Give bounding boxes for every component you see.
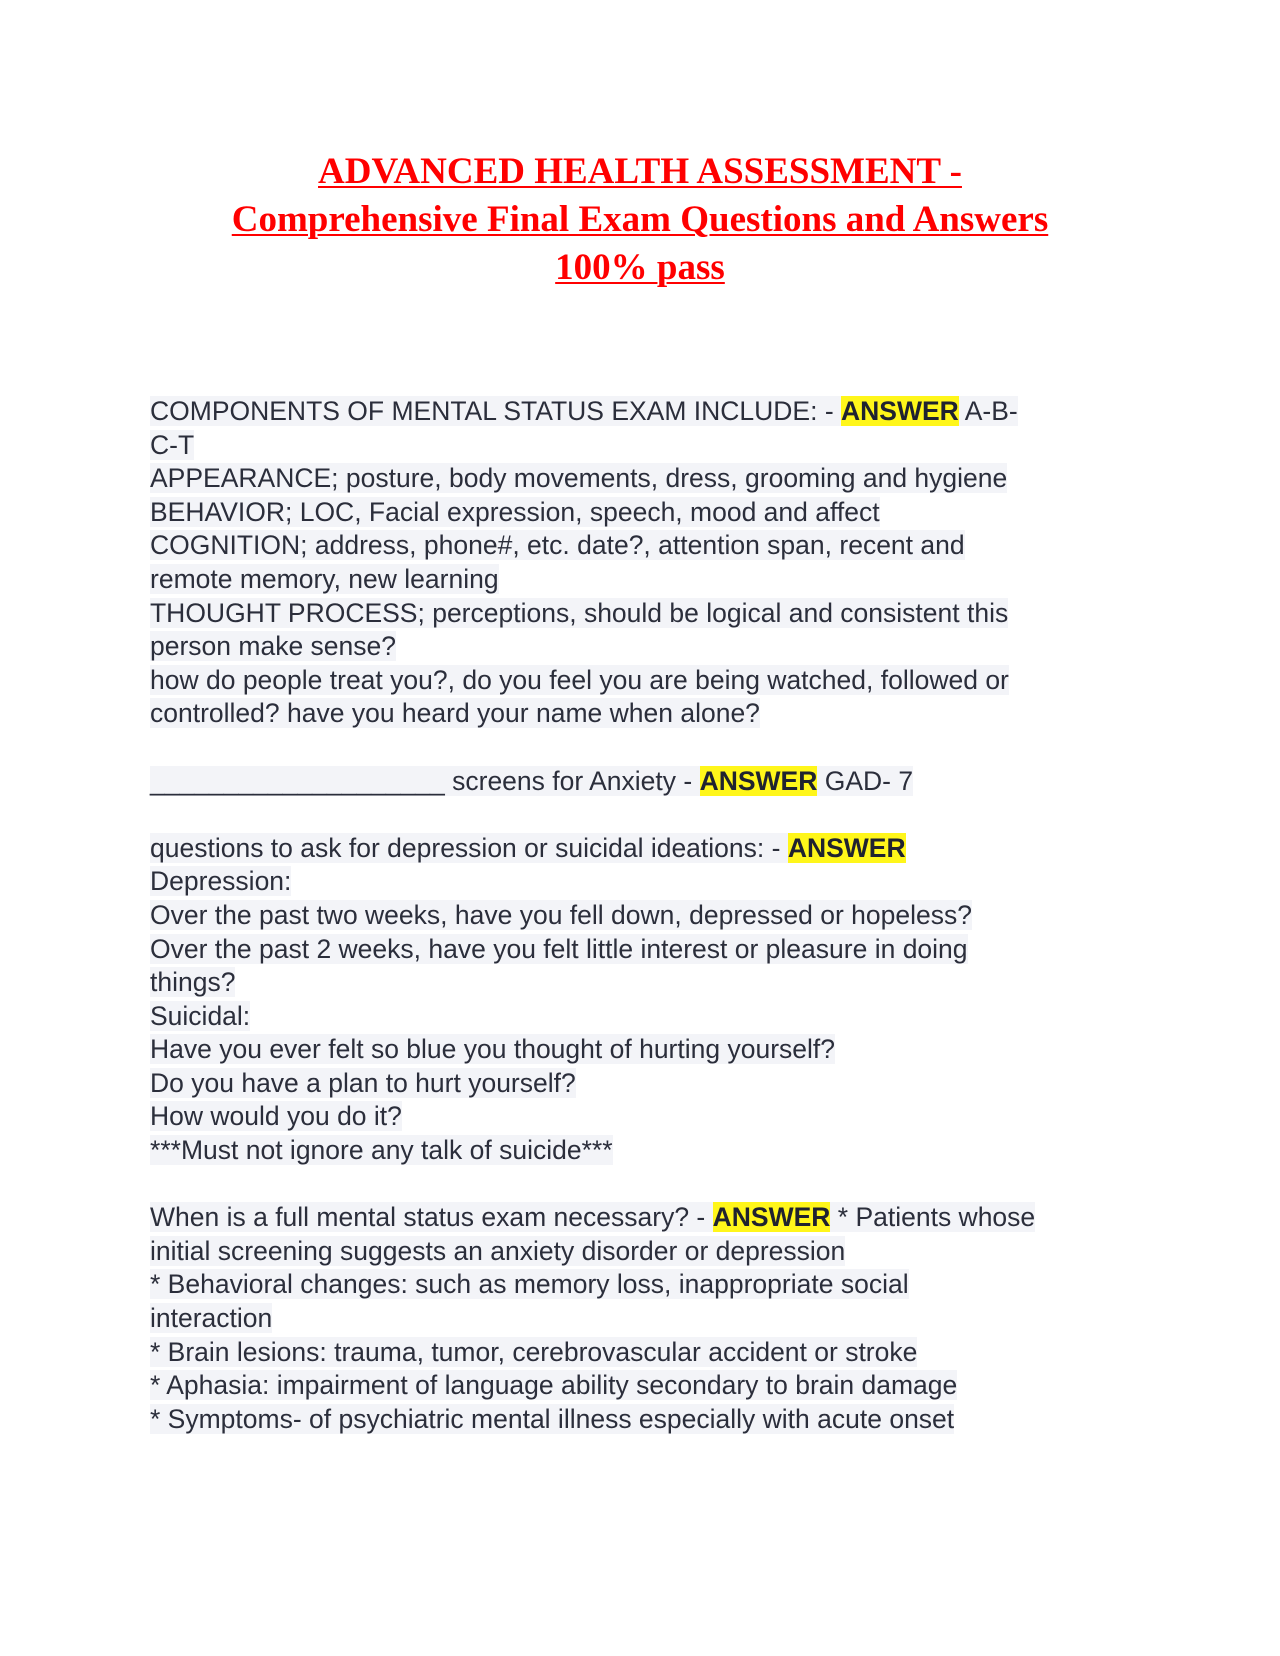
title-line-3: 100% pass xyxy=(555,247,725,288)
q4-answer-start: * Patients whose xyxy=(830,1202,1036,1233)
q1-answer-line xyxy=(150,429,1135,463)
q4-answer-text: * Brain lesions: trauma, tumor, cerebrovascular accident or stroke xyxy=(150,1336,918,1367)
q1-question: COMPONENTS OF MENTAL STATUS EXAM INCLUDE: - xyxy=(150,396,842,426)
blank-line xyxy=(150,798,1135,832)
q1-answer-line xyxy=(150,496,1135,530)
q1-answer-start: A-B- xyxy=(958,396,1018,426)
q1-answer-text: COGNITION; address, phone#, etc. date?, attention span, recent and xyxy=(150,530,965,561)
q4-answer-line xyxy=(150,1268,1135,1302)
q1-answer-text: C-T xyxy=(150,429,195,460)
q1-answer-line xyxy=(150,597,1135,631)
q3-question: questions to ask for depression or suicidal ideations: - xyxy=(150,832,788,863)
q4-answer-text: initial screening suggests an anxiety disorder or depression xyxy=(150,1235,846,1266)
q1-answer-text: APPEARANCE; posture, body movements, dress, grooming and hygiene xyxy=(150,463,1008,494)
q4-answer-line xyxy=(150,1235,1135,1269)
answer-label: ANSWER xyxy=(787,832,906,863)
q1-answer-line xyxy=(150,462,1135,496)
q3-answer-text: Depression: xyxy=(150,866,292,897)
q3-answer-line xyxy=(150,1067,1135,1101)
q3-answer-line xyxy=(150,966,1135,1000)
q3-answer-text: Over the past two weeks, have you fell down, depressed or hopeless? xyxy=(150,899,972,930)
q3-question-line xyxy=(150,832,1135,866)
q1-answer-text: remote memory, new learning xyxy=(150,563,499,594)
q4-answer-line xyxy=(150,1403,1135,1437)
q3-answer-line xyxy=(150,933,1135,967)
q3-answer-text: Over the past 2 weeks, have you felt little interest or pleasure in doing xyxy=(150,933,968,964)
q1-answer-text: how do people treat you?, do you feel you are being watched, followed or xyxy=(150,664,1009,695)
q4-answer-text: * Aphasia: impairment of language ability secondary to brain damage xyxy=(150,1370,958,1401)
q3-answer-line xyxy=(150,1134,1135,1168)
q3-answer-line xyxy=(150,899,1135,933)
q1-answer-text: person make sense? xyxy=(150,631,397,662)
document-title xyxy=(160,148,1120,292)
q3-answer-line xyxy=(150,1100,1135,1134)
q1-answer-text: BEHAVIOR; LOC, Facial expression, speech, mood and affect xyxy=(150,496,880,527)
q4-answer-line xyxy=(150,1302,1135,1336)
q3-answer-text: Suicidal: xyxy=(150,1000,251,1031)
answer-label: ANSWER xyxy=(712,1202,831,1233)
document-body xyxy=(150,395,1135,1436)
q3-answer-text: Have you ever felt so blue you thought of hurting yourself? xyxy=(150,1034,836,1065)
q4-answer-line xyxy=(150,1336,1135,1370)
blank-line xyxy=(150,731,1135,765)
q4-question: When is a full mental status exam necessary? - xyxy=(150,1202,713,1233)
q1-answer-text: THOUGHT PROCESS; perceptions, should be logical and consistent this xyxy=(150,597,1009,628)
q1-answer-text: controlled? have you heard your name when alone? xyxy=(150,698,760,729)
q4-answer-text: * Symptoms- of psychiatric mental illness especially with acute onset xyxy=(150,1403,955,1434)
q4-question-line xyxy=(150,1201,1135,1235)
q3-answer-line xyxy=(150,1000,1135,1034)
q4-answer-line xyxy=(150,1369,1135,1403)
q1-answer-line xyxy=(150,563,1135,597)
answer-label: ANSWER xyxy=(699,765,818,796)
q3-answer-text: How would you do it? xyxy=(150,1101,402,1132)
q3-answer-text: things? xyxy=(150,967,236,998)
q3-answer-line xyxy=(150,865,1135,899)
q4-answer-text: interaction xyxy=(150,1303,273,1334)
q1-question-line xyxy=(150,395,1135,429)
q2-answer: GAD- 7 xyxy=(817,765,914,796)
blank-line xyxy=(150,1168,1135,1202)
q1-answer-line xyxy=(150,630,1135,664)
q1-answer-line xyxy=(150,697,1135,731)
q1-answer-line xyxy=(150,664,1135,698)
answer-label: ANSWER xyxy=(841,396,959,426)
q1-answer-line xyxy=(150,529,1135,563)
q4-answer-text: * Behavioral changes: such as memory loss, inappropriate social xyxy=(150,1269,909,1300)
q3-answer-text: ***Must not ignore any talk of suicide*** xyxy=(150,1135,613,1166)
title-line-1: ADVANCED HEALTH ASSESSMENT - xyxy=(318,151,962,192)
q2-question: ____________________ screens for Anxiety - xyxy=(150,765,700,796)
q2-question-line xyxy=(150,765,1135,799)
q3-answer-line xyxy=(150,1033,1135,1067)
q3-answer-text: Do you have a plan to hurt yourself? xyxy=(150,1067,576,1098)
title-line-2: Comprehensive Final Exam Questions and Answers xyxy=(231,199,1049,240)
